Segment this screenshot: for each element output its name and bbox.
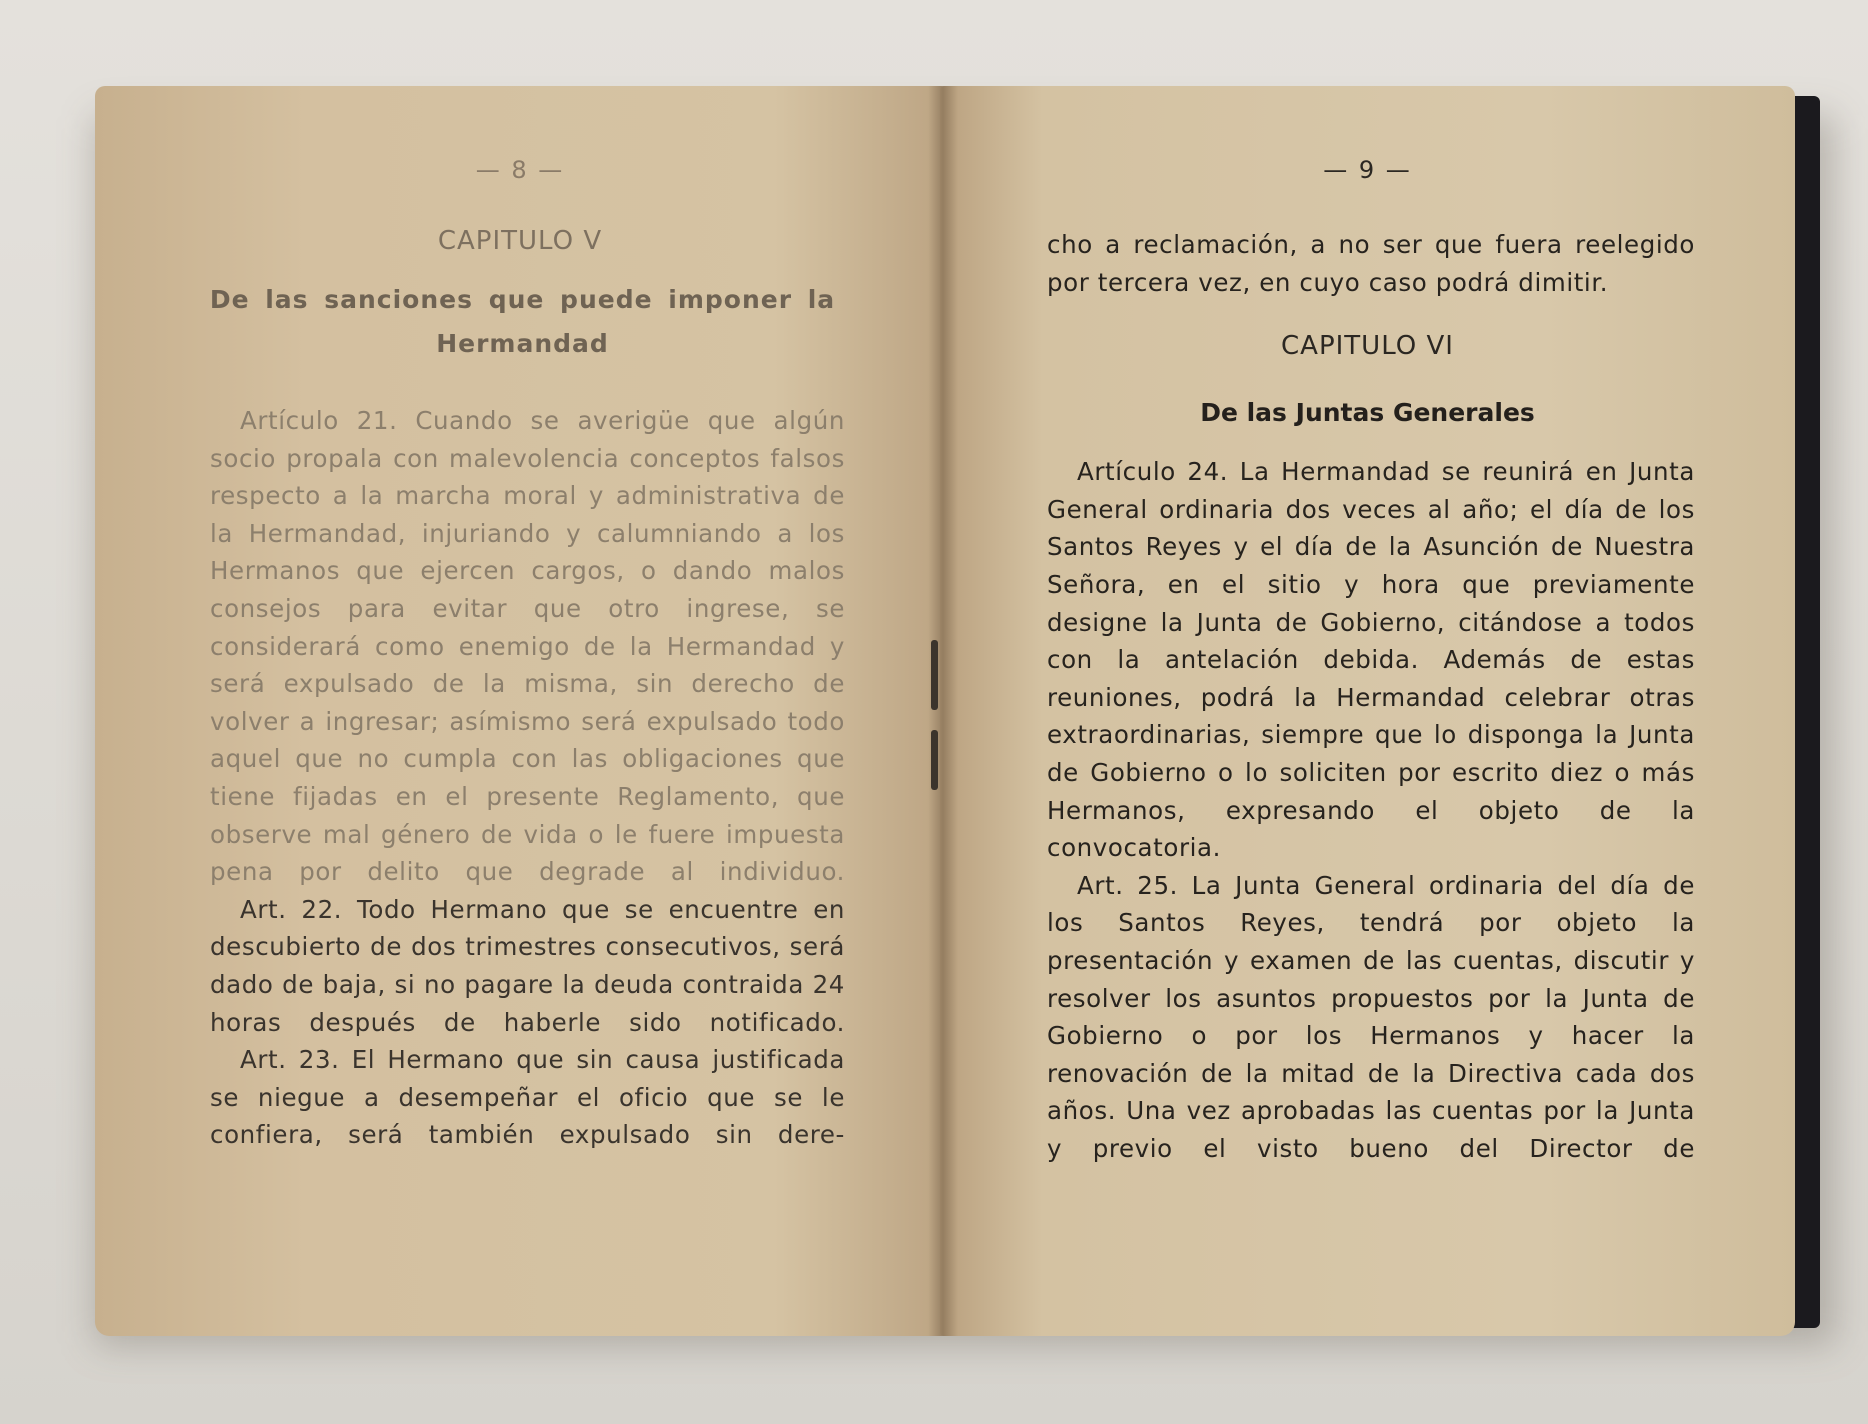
continuation-text xyxy=(1047,226,1695,301)
article-22: Art. 22. Todo Hermano que se encuentre en descubierto de dos trimestres consecutivos, será dado de baja, si no pagare la deuda contraida 24 horas después de haberle sido notificado. xyxy=(210,894,845,1037)
chapter-title-right: CAPITULO VI xyxy=(1281,331,1454,362)
page-number-right: — 9 — xyxy=(1323,156,1412,184)
article-24: Artículo 24. La Hermandad se reunirá en Junta General ordinaria dos veces al año; el día de los Santos Reyes y el día de la Asunción de Nuestra Señora, en el sitio y hora que previamente designe la Junta de Gobierno, citándose a todos con la antelación debida. Además de estas reuniones, podrá la Hermandad celebrar otras extraordinarias, siempre que lo disponga la Junta de Gobierno o lo soliciten por escrito diez o más Hermanos, expresando el objeto de la convocatoria. xyxy=(1047,457,1695,863)
article-23: Art. 23. El Hermano que sin causa justificada se niegue a desempeñar el oficio que se le confiera, será también expulsado sin dere- xyxy=(210,1045,845,1150)
body-text-right xyxy=(1047,453,1695,1167)
left-page xyxy=(95,86,945,1336)
chapter-title-left: CAPITULO V xyxy=(437,226,603,256)
staple-bottom xyxy=(931,730,938,790)
article-23-continuation: cho a reclamación, a no ser que fuera reelegido por tercera vez, en cuyo caso podrá dimitir. xyxy=(1047,230,1695,297)
body-text-left xyxy=(210,402,845,1154)
article-25: Art. 25. La Junta General ordinaria del día de los Santos Reyes, tendrá por objeto la presentación y examen de las cuentas, discutir y resolver los asuntos propuestos por la Junta de Gobierno o por los Hermanos y hacer la renovación de la mitad de la Directiva cada dos años. Una vez aprobadas las cuentas por la Junta y previo el visto bueno del Director de xyxy=(1047,870,1695,1163)
section-heading-left: De las sanciones que puede imponer la Hermandad xyxy=(209,285,836,358)
staple-top xyxy=(931,640,938,710)
right-page xyxy=(940,86,1795,1336)
article-21: Artículo 21. Cuando se averigüe que algún socio propala con malevolencia conceptos falsos respecto a la marcha moral y administrativa de la Hermandad, injuriando y calumniando a los Hermanos que ejercen cargos, o dando malos consejos para evitar que otro ingrese, se considerará como enemigo de la Hermandad y será expulsado de la misma, sin derecho de volver a ingresar; asímismo será expulsado todo aquel que no cumpla con las obligaciones que tiene fijadas en el presente Reglamento, que observe mal género de vida o le fuere impuesta pena por delito que degrade al individuo. xyxy=(210,406,845,887)
page-number-left: — 8 — xyxy=(475,156,565,184)
section-heading-right: De las Juntas Generales xyxy=(1200,398,1535,428)
book-gutter xyxy=(928,86,958,1336)
